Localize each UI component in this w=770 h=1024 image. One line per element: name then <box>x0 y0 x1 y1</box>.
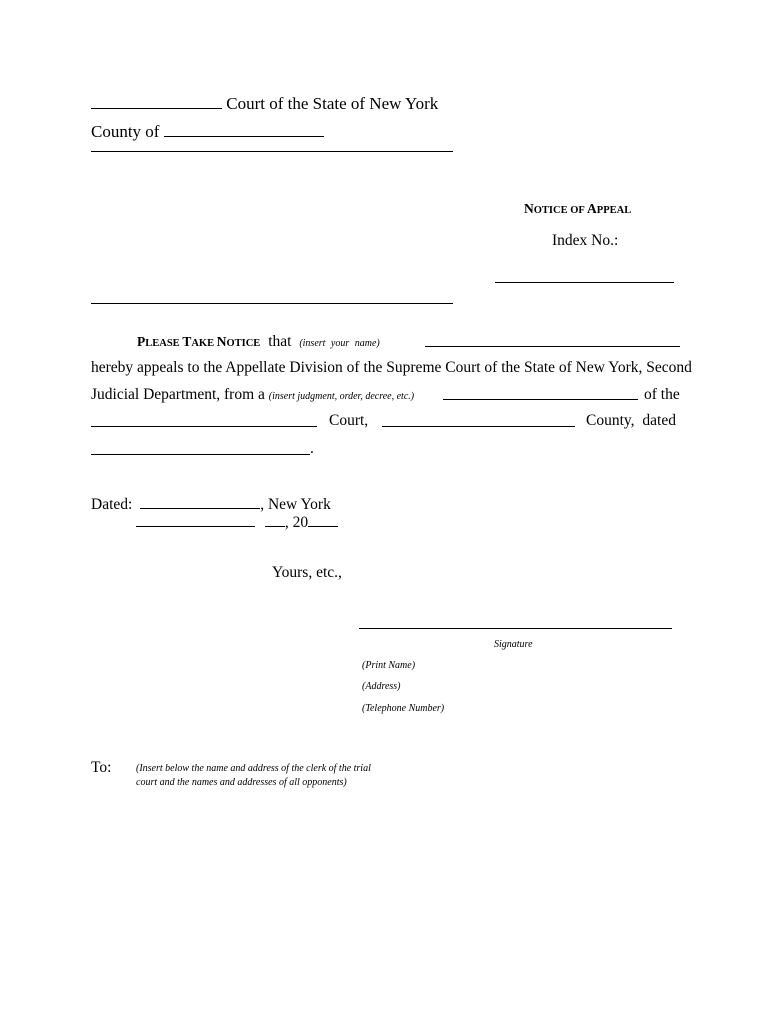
to-label: To: <box>91 759 112 776</box>
county-label: County of <box>91 122 160 141</box>
dated-year-blank[interactable] <box>308 525 338 527</box>
court-line-text: Court of the State of New York <box>226 94 439 113</box>
to-instruction-line-1: (Insert below the name and address of the clerk of the trial <box>136 763 371 774</box>
signature-label: Signature <box>494 639 533 650</box>
date-blank[interactable] <box>91 454 310 455</box>
county-name-blank[interactable] <box>164 135 324 137</box>
insert-judgment-hint: (insert judgment, order, decree, etc.) <box>268 391 415 402</box>
court-line <box>91 94 438 114</box>
of-the-text: of the <box>644 386 680 403</box>
dated-city-blank[interactable] <box>140 507 260 509</box>
notice-of-appeal-title: NOTICE OF APPEAL <box>524 201 632 216</box>
address-label: (Address) <box>362 681 401 692</box>
new-york-text: , New York <box>260 496 331 513</box>
index-number-blank[interactable] <box>495 282 674 283</box>
insert-name-hint: (insert your name) <box>299 338 380 349</box>
county-blank[interactable] <box>382 426 575 427</box>
judgment-blank[interactable] <box>443 399 638 400</box>
paragraph-line-3: Judicial Department, from a (insert judgment, order, decree, etc.) <box>91 386 415 403</box>
index-number-label: Index No.: <box>552 232 619 249</box>
court-name-blank[interactable] <box>91 107 222 109</box>
paragraph-line-1: PLEASE TAKE NOTICE that (insert your name) <box>137 333 380 350</box>
signature-line[interactable] <box>359 628 672 629</box>
print-name-label: (Print Name) <box>362 660 416 671</box>
county-dated-text: County, dated <box>586 412 676 429</box>
court-word: Court, <box>329 412 369 429</box>
dated-date-line: , 20 <box>136 514 338 532</box>
please-take-notice: PLEASE TAKE NOTICE <box>137 334 261 349</box>
caption-rule-bottom <box>91 303 453 304</box>
county-line <box>91 122 324 142</box>
to-instruction-line-2: court and the names and addresses of all opponents) <box>136 777 347 788</box>
dated-month-blank[interactable] <box>136 525 255 527</box>
yours-etc: Yours, etc., <box>272 564 342 581</box>
dated-label: Dated: <box>91 496 133 513</box>
appellant-name-blank[interactable] <box>425 346 680 347</box>
dated-line <box>91 496 331 514</box>
telephone-label: (Telephone Number) <box>362 703 445 714</box>
period: . <box>310 440 314 457</box>
caption-rule-top <box>91 151 453 152</box>
dated-day-blank[interactable] <box>265 525 285 527</box>
court-blank[interactable] <box>91 426 317 427</box>
paragraph-line-2: hereby appeals to the Appellate Division of the Supreme Court of the State of New York, Second <box>91 359 692 376</box>
